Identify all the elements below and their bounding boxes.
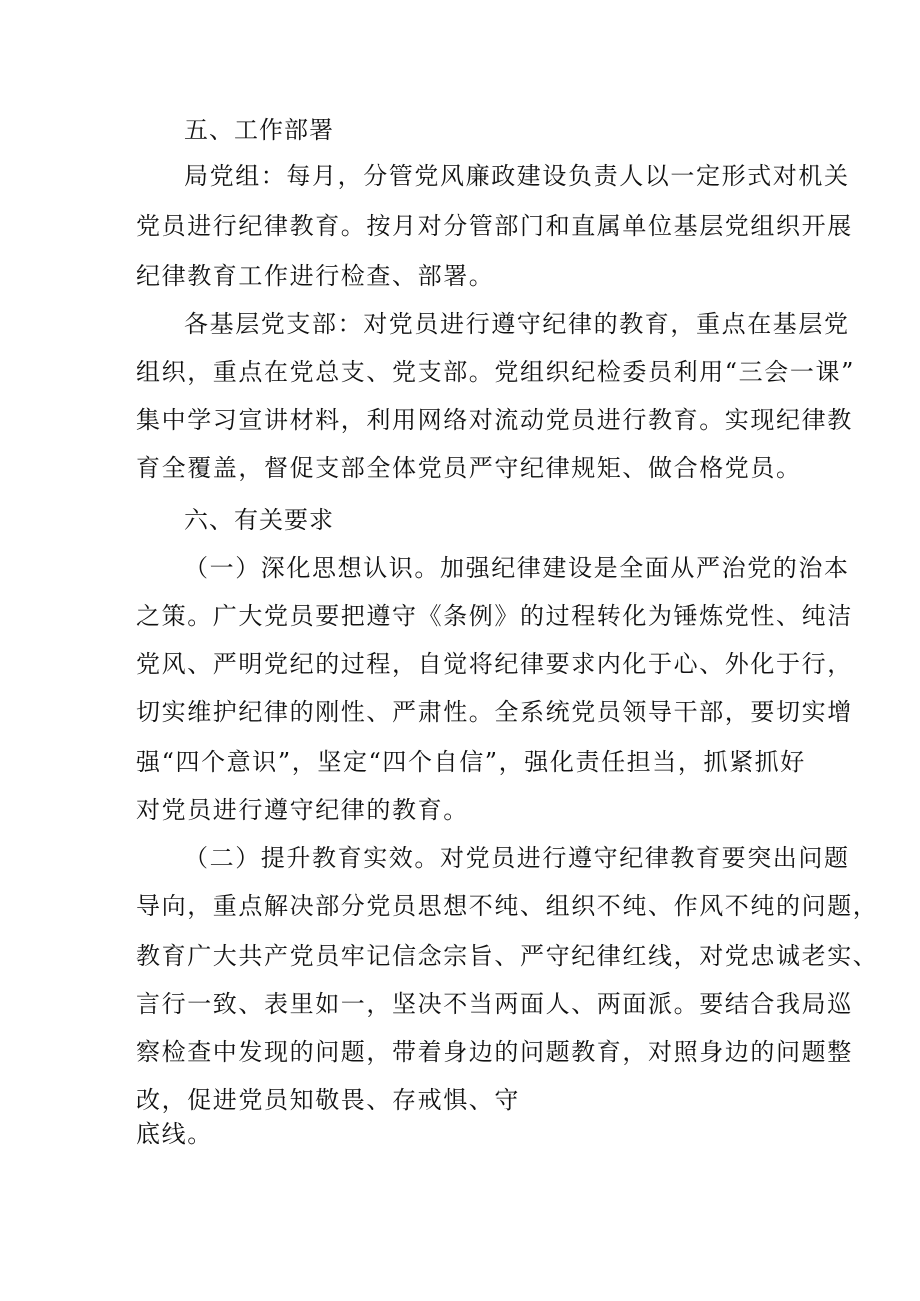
paragraph-line: 各基层党支部：对党员进行遵守纪律的教育，重点在基层党 bbox=[184, 310, 850, 338]
paragraph-line: 言行一致、表里如一，坚决不当两面人、两面派。要结合我局巡 bbox=[136, 990, 853, 1018]
paragraph-line: 局党组：每月，分管党风廉政建设负责人以一定形式对机关 bbox=[184, 162, 850, 190]
paragraph-line: 党风、严明党纪的过程，自觉将纪律要求内化于心、外化于行， bbox=[136, 650, 853, 678]
paragraph-line: 组织，重点在党总支、党支部。党组织纪检委员利用“三会一课” bbox=[136, 358, 855, 386]
section-heading-requirements: 六、有关要求 bbox=[184, 506, 334, 534]
paragraph-line: 强“四个意识”，坚定“四个自信”，强化责任担当，抓紧抓好 bbox=[136, 748, 806, 776]
paragraph-line: 之策。广大党员要把遵守《条例》的过程转化为锤炼党性、纯洁 bbox=[136, 602, 853, 630]
paragraph-line: 底线。 bbox=[136, 1120, 213, 1148]
paragraph-line: 导向，重点解决部分党员思想不纯、组织不纯、作风不纯的问题， bbox=[136, 892, 879, 920]
paragraph-line: 对党员进行遵守纪律的教育。 bbox=[136, 796, 469, 824]
paragraph-line: 育全覆盖，督促支部全体党员严守纪律规矩、做合格党员。 bbox=[136, 454, 802, 482]
paragraph-line: 切实维护纪律的刚性、严肃性。全系统党员领导干部，要切实增 bbox=[136, 698, 853, 726]
paragraph-line: 纪律教育工作进行检查、部署。 bbox=[136, 262, 495, 290]
section-heading-work-deployment: 五、工作部署 bbox=[184, 116, 334, 144]
paragraph-line: 集中学习宣讲材料，利用网络对流动党员进行教育。实现纪律教 bbox=[136, 406, 853, 434]
paragraph-line: （一）深化思想认识。加强纪律建设是全面从严治党的治本 bbox=[184, 554, 850, 582]
paragraph-line: （二）提升教育实效。对党员进行遵守纪律教育要突出问题 bbox=[184, 844, 850, 872]
paragraph-line: 党员进行纪律教育。按月对分管部门和直属单位基层党组织开展 bbox=[136, 212, 853, 240]
paragraph-line: 改，促进党员知敬畏、存戒惧、守 bbox=[136, 1086, 520, 1114]
paragraph-line: 察检查中发现的问题，带着身边的问题教育，对照身边的问题整 bbox=[136, 1038, 853, 1066]
paragraph-line: 教育广大共产党员牢记信念宗旨、严守纪律红线，对党忠诚老实、 bbox=[136, 942, 879, 970]
